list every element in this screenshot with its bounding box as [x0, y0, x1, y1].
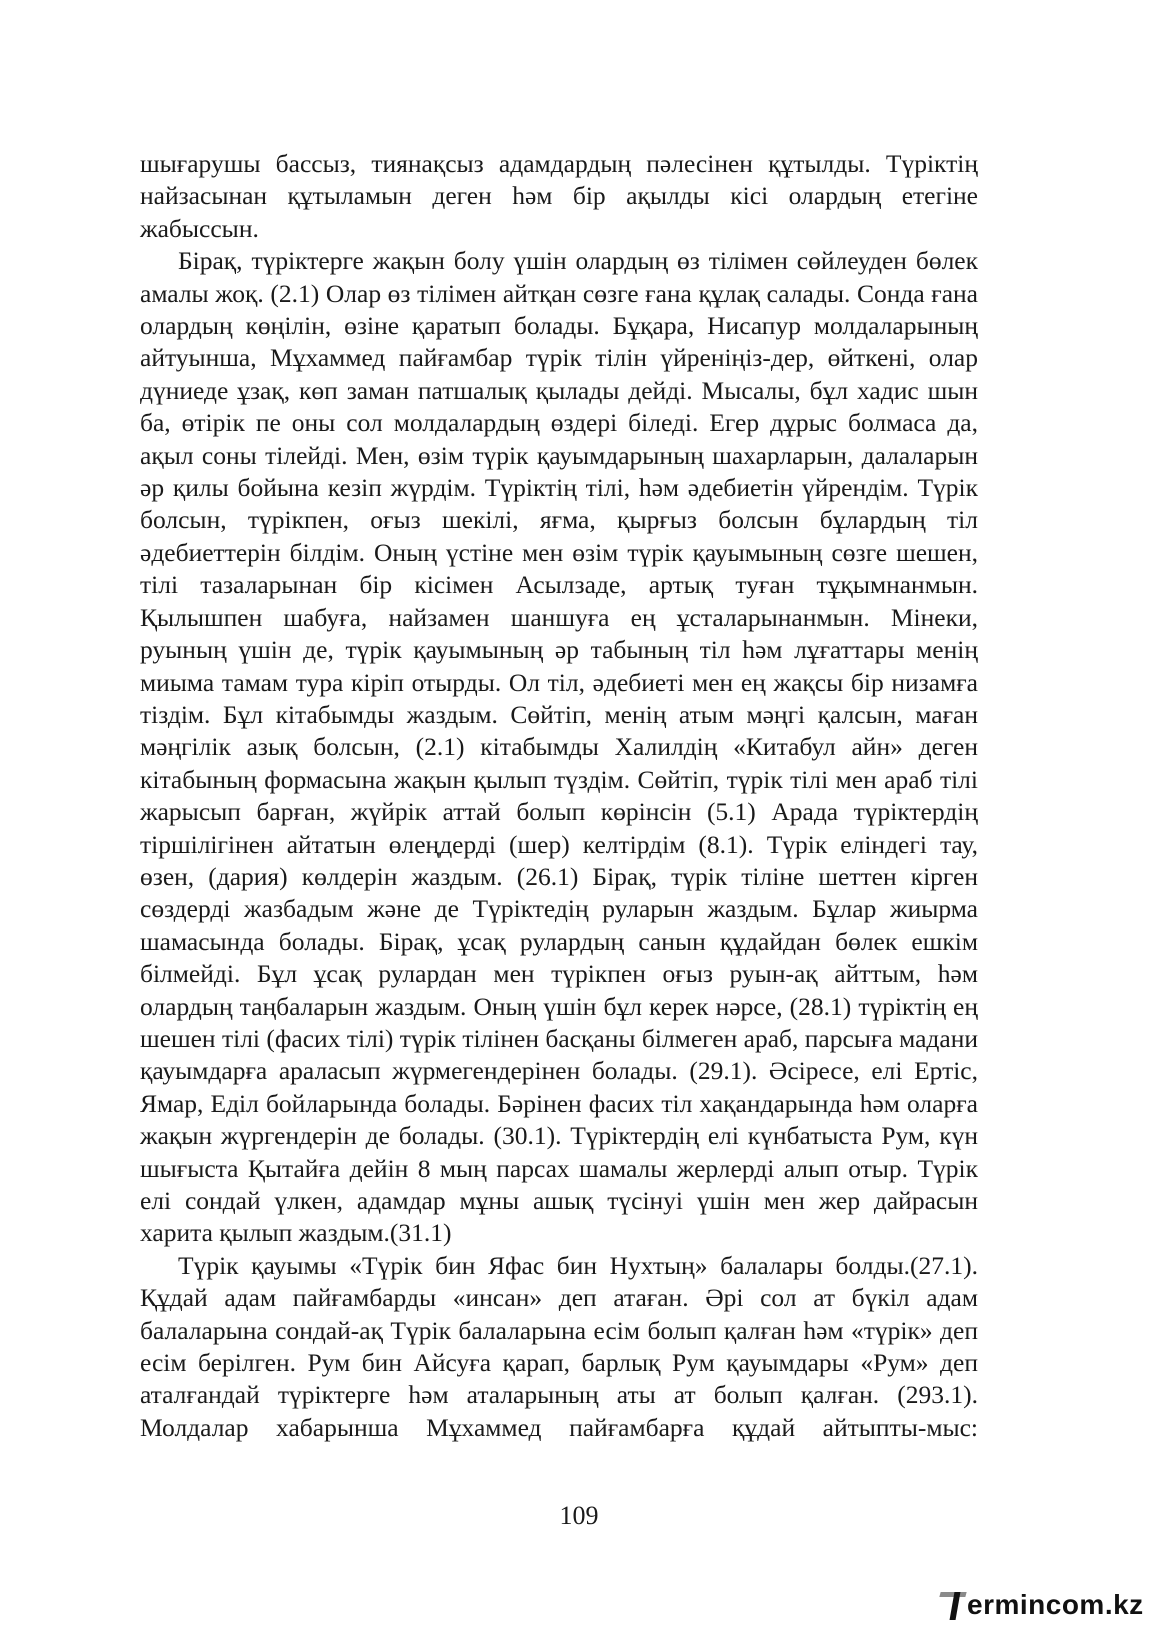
t-letter-logo-icon: [940, 1590, 966, 1620]
document-body: [140, 148, 978, 1444]
paragraph-continued: шығарушы бассыз, тиянақсыз адамдардың пәлесінен құтылды. Түріктің найзасынан құтыламын деген һәм бір ақылды кісі олардың етегіне жабыссын.: [140, 149, 978, 243]
watermark-text: ermincom.kz: [967, 1589, 1144, 1620]
paragraph-turik-kauymy: Түрік қауымы «Түрік бин Яфас бин Нухтың» балалары болды.(27.1). Құдай адам пайғамбарды «инсан» деп атаған. Әрі сол ат бүкіл адам балаларына сондай-ақ Түрік балаларына есім болып қалған һәм «түрік» деп есім берілген. Рум бин Айсуға қарап, барлық Рум қауымдары «Рум» деп аталғандай түріктерге һәм аталарының аты ат болып қалған. (293.1). Молдалар хабарынша Мұхаммед пайғамбарға құдай айтыпты-мыс:: [140, 1250, 978, 1442]
paragraph-main: Бірақ, түріктерге жақын болу үшін олардың өз тілімен сөйлеуден бөлек амалы жоқ. (2.1) Олар өз тілімен айтқан сөзге ғана құлақ салады. Сонда ғана олардың көңілін, өзіне қаратып болады. Бұқара, Нисапур молдаларының айтуынша, Мұхаммед пайғамбар түрік тілін үйреніңіз-дер, өйткені, олар дүниеде ұзақ, көп заман патшалық қылады дейді. Мысалы, бұл хадис шын ба, өтірік пе оны сол молдалардың өздері біледі. Егер дұрыс болмаса да, ақыл соны тілейді. Мен, өзім түрік қауымдарының шахарларын, далаларын әр қилы бойына кезіп жүрдім. Түріктің тілі, һәм әдебиетін үйрендім. Түрік болсын, түрікпен, оғыз шекілі, яғма, қырғыз болсын бұлардың тіл әдебиеттерін білдім. Оның үстіне мен өзім түрік қауымының сөзге шешен, тілі тазаларынан бір кісімен Асылзаде, артық туған тұқымнанмын. Қылышпен шабуға, найзамен шаншуға ең ұсталарынанмын. Мінеки, руының үшін де, түрік қауымының әр табының тіл һәм лұғаттары менің миыма тамам тура кіріп отырды. Ол тіл, әдебиеті мен ең жақсы бір низамға тіздім. Бұл кітабымды жаздым. Сөйтіп, менің атым мәңгі қалсын, маған мәңгілік азық болсын, (2.1) кітабымды Халилдің «Китабул айн» деген кітабының формасына жақын қылып түздім. Сөйтіп, түрік тілі мен араб тілі жарысып барған, жүйрік аттай болып көрінсін (5.1) Арада түріктердің тіршілігінен айтатын өлеңдерді (шер) келтірдім (8.1). Түрік еліндегі тау, өзен, (дария) көлдерін жаздым. (26.1) Бірақ, түрік тіліне шеттен кірген сөздерді жазбадым және де Түріктедің руларын жаздым. Бұлар жиырма шамасында болады. Бірақ, ұсақ рулардың санын құдайдан бөлек ешкім білмейді. Бұл ұсақ рулардан мен түрікпен оғыз руын-ақ айттым, һәм олардың таңбаларын жаздым. Оның үшін бұл керек нәрсе, (28.1) түріктің ең шешен тілі (фасих тілі) түрік тілінен басқаны білмеген араб, парсыға мадани қауымдарға араласып жүрмегендерінен болады. (29.1). Әсіресе, елі Ертіс, Ямар, Еділ бойларында болады. Бәрінен фасих тіл хақандарында һәм оларға жақын жүргендерін де болады. (30.1). Түріктердің елі күнбатыста Рум, күн шығыста Қытайға дейін 8 мың парсах шамалы жерлерді алып отыр. Түрік елі сондай үлкен, адамдар мұны ашық түсінуі үшін мен жер дайрасын харита қылып жаздым.(31.1): [140, 246, 978, 1248]
page-number: 109: [559, 1501, 599, 1530]
site-watermark: [940, 1585, 1150, 1625]
